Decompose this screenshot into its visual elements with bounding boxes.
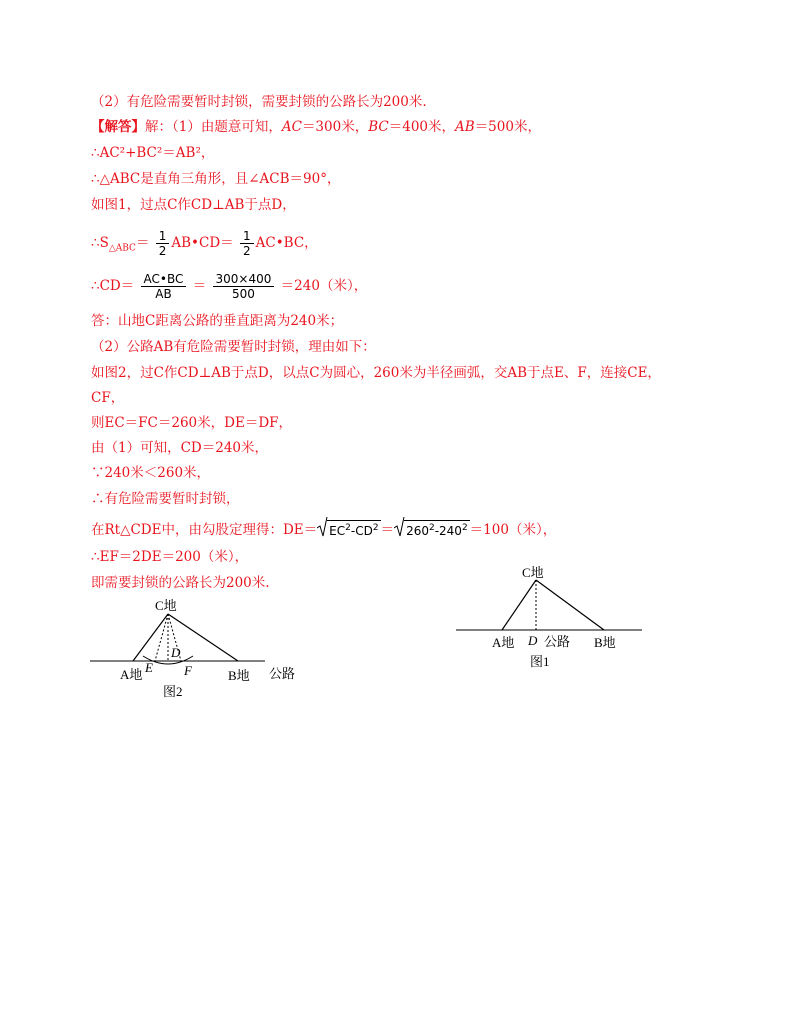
caption-figure-1: 图1 [530, 654, 550, 669]
pythag-prefix: 在Rt△CDE中，由勾股定理得：DE＝ [91, 522, 318, 538]
text-line-2 [91, 119, 541, 135]
segment-ca [502, 580, 536, 630]
sqrt-ec-cd: $EC^2-CD^2$ [317, 517, 380, 545]
ac-value: ＝300米， [301, 119, 369, 135]
label-c: C地 [522, 565, 544, 580]
cd-end: ＝240（米）， [280, 278, 368, 294]
text-line-4: ∴△ABC是直角三角形，且∠ACB＝90°， [91, 171, 341, 187]
text-line-14: ∵240米＜260米， [91, 465, 211, 481]
text-line-1: （2）有危险需要暂时封锁，需要封锁的公路长为200米. [91, 94, 427, 110]
label-a: A地 [120, 667, 143, 682]
sqrt-260-240: $260^2-240^2$ [394, 517, 470, 545]
label-b: B地 [594, 635, 616, 650]
text-line-17: ∴EF＝2DE＝200（米）， [91, 549, 249, 565]
text-line-12: 则EC＝FC＝260米，DE＝DF， [91, 415, 293, 431]
answer-intro: 解：（1）由题意可知， [145, 119, 282, 135]
segment-cb [536, 580, 604, 630]
pythag-eq: ＝ [380, 522, 395, 538]
label-b: B地 [228, 668, 250, 683]
cd-eq: ＝ [192, 278, 207, 294]
text-line-7 [91, 268, 367, 304]
pythag-end: ＝100（米）， [469, 522, 557, 538]
text-line-9: （2）公路AB有危险需要暂时封锁，理由如下： [91, 339, 376, 355]
caption-figure-2: 图2 [163, 684, 183, 699]
ab-value: ＝500米， [474, 119, 541, 135]
segment-ca [133, 614, 168, 661]
figure-2 [85, 594, 315, 704]
var-ab: AB [455, 119, 475, 135]
label-d: D [171, 645, 181, 660]
area-mid: AB•CD＝ [171, 235, 234, 251]
text-line-8: 答：山地C距离公路的垂直距离为240米； [91, 313, 344, 329]
fraction-300x400-500: $\frac{300\times 400}{500}$ [213, 272, 275, 301]
half-fraction-1: $\frac{1}{2}$ [156, 229, 170, 258]
text-line-3: ∴AC²+BC²＝AB²， [91, 145, 215, 161]
label-e: E [145, 660, 153, 675]
text-line-10: 如图2，过C作CD⊥AB于点D，以点C为圆心，260米为半径画弧，交AB于点E、F，连接CE， [91, 365, 661, 381]
text-line-13: 由（1）可知，CD＝240米， [91, 440, 269, 456]
area-prefix: ∴S [91, 235, 109, 251]
label-a: A地 [492, 635, 515, 650]
var-ac: AC [281, 119, 302, 135]
area-end: AC•BC， [255, 235, 318, 251]
var-bc: BC [368, 119, 389, 135]
text-line-15: ∴有危险需要暂时封锁， [91, 491, 240, 507]
bc-value: ＝400米， [388, 119, 456, 135]
cd-prefix: ∴CD＝ [91, 278, 135, 294]
text-line-6 [91, 224, 318, 268]
text-line-16 [91, 516, 556, 545]
label-f: F [184, 663, 192, 678]
area-eq: ＝ [135, 235, 150, 251]
text-line-11: CF， [91, 390, 125, 406]
label-d: D [528, 633, 538, 648]
half-fraction-2: $\frac{1}{2}$ [240, 229, 254, 258]
label-road: 公路 [269, 666, 296, 681]
answer-tag: 【解答】 [91, 119, 145, 135]
text-line-5: 如图1，过点C作CD⊥AB于点D， [91, 197, 296, 213]
fraction-acbc-ab: $\frac{AC•BC}{AB}$ [141, 272, 187, 301]
segment-ce [155, 614, 168, 661]
area-subscript: △ABC [108, 243, 136, 254]
figure-1 [452, 560, 647, 675]
label-c: C地 [155, 598, 177, 613]
label-road: 公路 [544, 634, 571, 649]
text-line-18: 即需要封锁的公路长为200米. [91, 575, 270, 591]
